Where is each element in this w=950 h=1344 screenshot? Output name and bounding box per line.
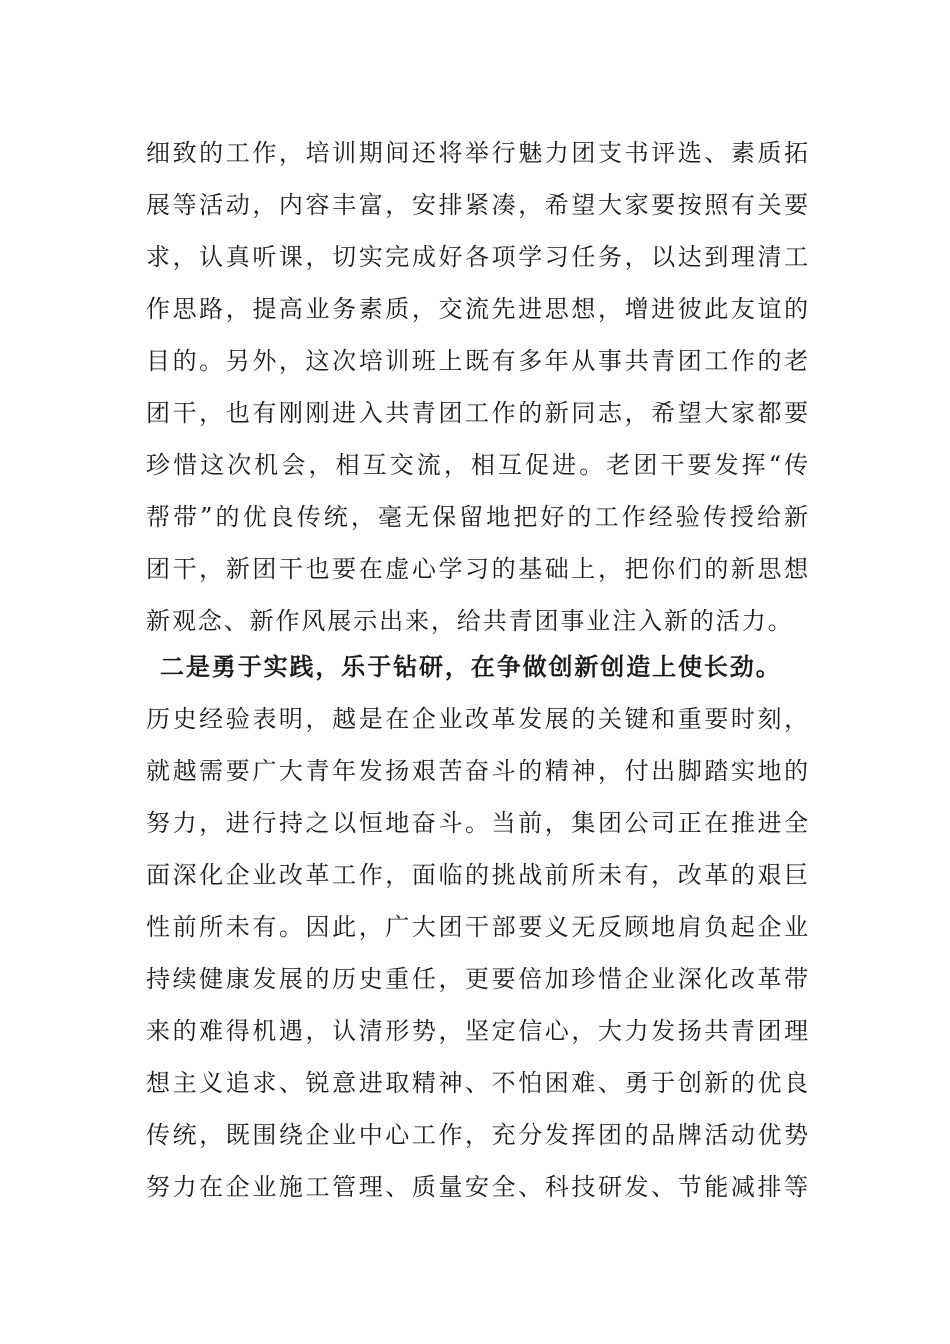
text-line: 求，认真听课，切实完成好各项学习任务，以达到理清工 xyxy=(146,243,810,271)
text-line: 传统，既围绕企业中心工作，充分发挥团的品牌活动优势 xyxy=(146,1121,810,1149)
text-line: 作思路，提高业务素质，交流先进思想，增进彼此友谊的 xyxy=(146,295,810,323)
text-line: 努力在企业施工管理、质量安全、科技研发、节能减排等 xyxy=(146,1173,810,1201)
text-line: 帮带”的优良传统，毫无保留地把好的工作经验传授给新 xyxy=(146,503,810,531)
text-line: 珍惜这次机会，相互交流，相互促进。老团干要发挥“传 xyxy=(146,451,810,479)
paragraph-2 xyxy=(146,641,810,1213)
text-line: 想主义追求、锐意进取精神、不怕困难、勇于创新的优良 xyxy=(146,1069,810,1097)
text-line: 面深化企业改革工作，面临的挑战前所未有，改革的艰巨 xyxy=(146,861,810,889)
text-line: 来的难得机遇，认清形势，坚定信心，大力发扬共青团理 xyxy=(146,1017,810,1045)
text-line: 团干，也有刚刚进入共青团工作的新同志，希望大家都要 xyxy=(146,399,810,427)
text-line: 历史经验表明，越是在企业改革发展的关键和重要时刻， xyxy=(146,705,810,733)
text-line: 新观念、新作风展示出来，给共青团事业注入新的活力。 xyxy=(146,607,794,635)
text-line: 团干，新团干也要在虚心学习的基础上，把你们的新思想 xyxy=(146,555,810,583)
text-line: 细致的工作，培训期间还将举行魅力团支书评选、素质拓 xyxy=(146,139,810,167)
text-line: 努力，进行持之以恒地奋斗。当前，集团公司正在推进全 xyxy=(146,809,810,837)
paragraph-heading: 二是勇于实践，乐于钻研，在争做创新创造上使长劲。 xyxy=(160,653,782,681)
text-line: 性前所未有。因此，广大团干部要义无反顾地肩负起企业 xyxy=(146,913,810,941)
text-line: 目的。另外，这次培训班上既有多年从事共青团工作的老 xyxy=(146,347,810,375)
text-line: 持续健康发展的历史重任，更要倍加珍惜企业深化改革带 xyxy=(146,965,810,993)
paragraph-1 xyxy=(146,127,810,647)
text-line: 就越需要广大青年发扬艰苦奋斗的精神，付出脚踏实地的 xyxy=(146,757,810,785)
text-line: 展等活动，内容丰富，安排紧凑，希望大家要按照有关要 xyxy=(146,191,810,219)
